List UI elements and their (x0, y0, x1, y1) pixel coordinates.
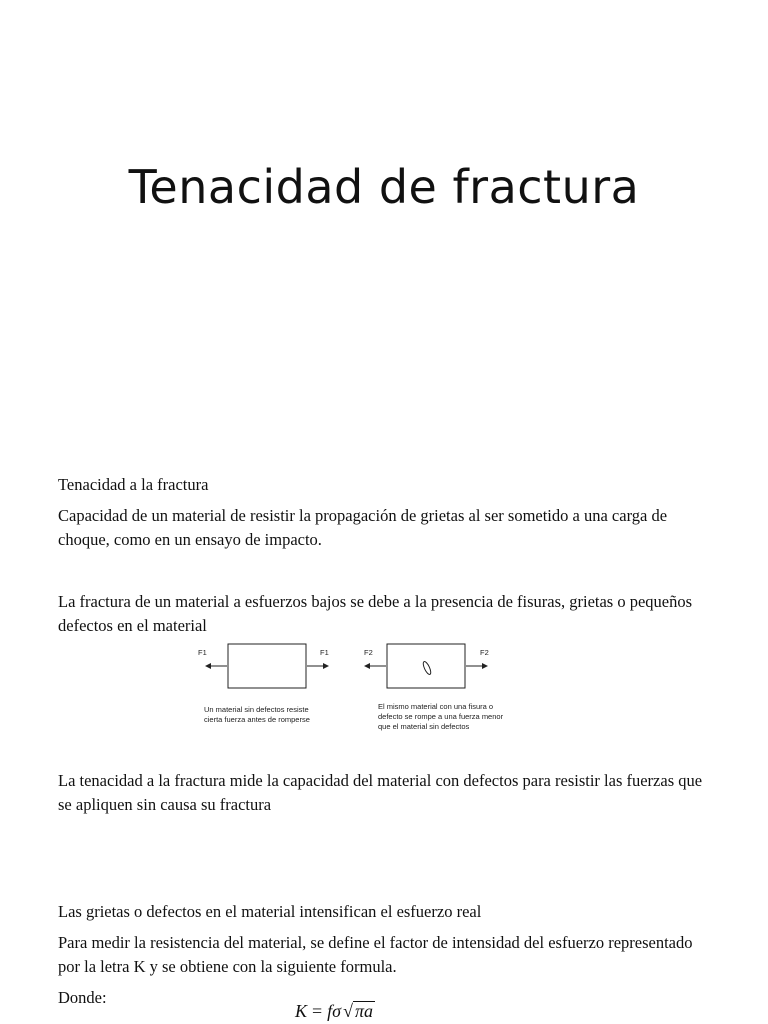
fracture-diagram (190, 640, 520, 740)
section-heading: Tenacidad a la fractura (58, 475, 209, 494)
page-title: Tenacidad de fractura (128, 160, 640, 214)
cracks-paragraph: Las grietas o defectos en el material intensifican el esfuerzo real (58, 902, 482, 921)
where-label: Donde: (58, 988, 107, 1007)
low-stress-paragraph: La fractura de un material a esfuerzos bajos se debe a la presencia de fisuras, grietas o pequeños defectos en el material (58, 592, 693, 635)
force-label-f1-right: F1 (320, 648, 329, 657)
radical-sign-icon: √ (343, 1000, 353, 1021)
formula-radicand: πa (354, 1000, 373, 1021)
cracked-specimen (387, 644, 465, 688)
definition-paragraph: Capacidad de un material de resistir la propagación de grietas al ser sometido a una carga de choque, como en un ensayo de impacto. (58, 506, 668, 549)
caption-cracked: El mismo material con una fisura o defecto se rompe a una fuerza menor que el material sin defectos (378, 702, 504, 731)
formula-lhs: K (295, 1000, 308, 1021)
factor-paragraph: Para medir la resistencia del material, se define el factor de intensidad del esfuerzo representado por la letra K y se obtiene con la siguiente formula. (58, 933, 693, 976)
force-label-f2-left: F2 (364, 648, 373, 657)
force-label-f2-right: F2 (480, 648, 489, 657)
stress-intensity-formula (295, 1000, 375, 1022)
crack-flaw (422, 661, 432, 676)
measure-paragraph: La tenacidad a la fractura mide la capacidad del material con defectos para resistir las fuerzas que se apliquen sin causa su fractura (58, 771, 703, 814)
force-label-f1-left: F1 (198, 648, 207, 657)
formula-equals: = (312, 1000, 323, 1021)
intact-specimen (228, 644, 306, 688)
square-root (343, 1001, 375, 1022)
caption-intact: Un material sin defectos resiste cierta fuerza antes de romperse (204, 705, 310, 724)
formula-factor: fσ (327, 1000, 342, 1021)
